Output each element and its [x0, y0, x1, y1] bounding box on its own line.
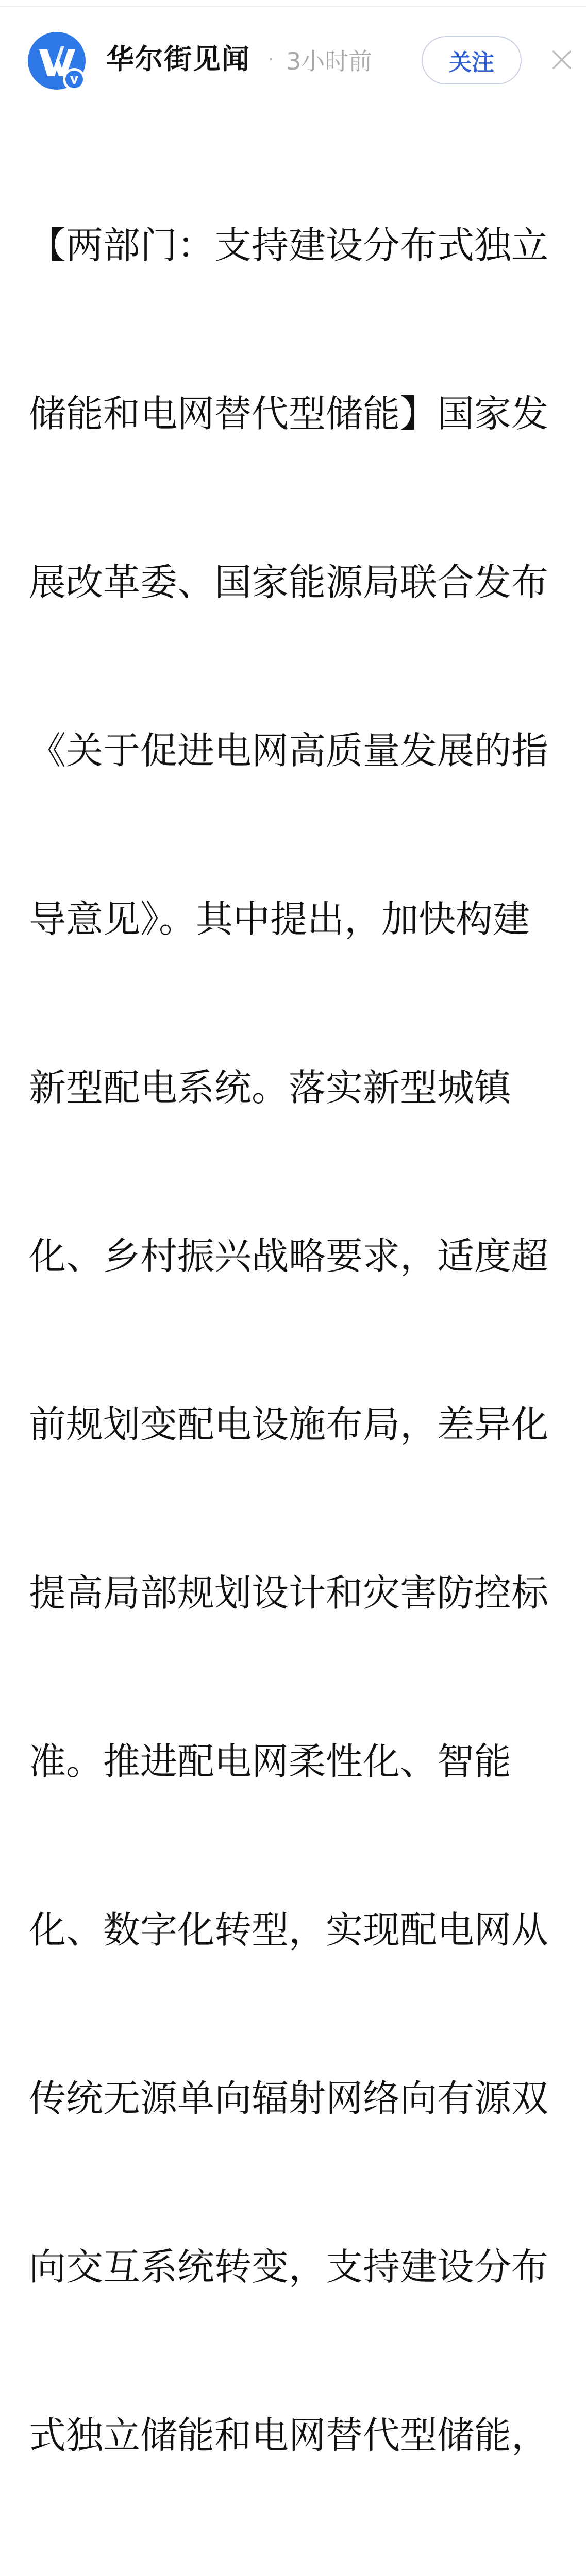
article-line: 化、数字化转型，实现配电网从: [29, 1908, 549, 1952]
article-line: 导意见》。其中提出，加快构建: [29, 897, 530, 941]
article-line: 提高局部规划设计和灾害防控标: [29, 1571, 549, 1615]
article-line: 储能和电网替代型储能】国家发: [29, 392, 549, 435]
time-separator: ·: [268, 48, 275, 71]
article-line: 准。推进配电网柔性化、智能: [29, 1740, 512, 1783]
verified-badge: [63, 68, 86, 91]
post-timestamp: 3小时前: [286, 47, 373, 75]
follow-button[interactable]: 关注: [422, 36, 522, 84]
article-line: 《关于促进电网高质量发展的指: [29, 729, 549, 772]
article-line: 式独立储能和电网替代型储能，: [29, 2414, 549, 2457]
post-header: [0, 27, 586, 93]
article-body: [29, 105, 549, 2457]
article-text: [29, 105, 549, 2576]
article-line: 展改革委、国家能源局联合发布: [29, 561, 549, 604]
verified-v-icon: [69, 74, 80, 86]
article-line: 传统无源单向辐射网络向有源双: [29, 2077, 549, 2120]
article-line: 向交互系统转变，支持建设分布: [29, 2245, 549, 2289]
article-line: 【两部门：支持建设分布式独立: [29, 224, 549, 267]
article-line: 化、乡村振兴战略要求，适度超: [29, 1234, 549, 1278]
article-line: 新型配电系统。落实新型城镇: [29, 1066, 512, 1109]
close-icon[interactable]: [550, 48, 573, 71]
top-divider: [0, 6, 586, 7]
article-line: 前规划变配电设施布局，差异化: [29, 1403, 549, 1446]
source-name[interactable]: 华尔街见闻: [106, 43, 250, 75]
